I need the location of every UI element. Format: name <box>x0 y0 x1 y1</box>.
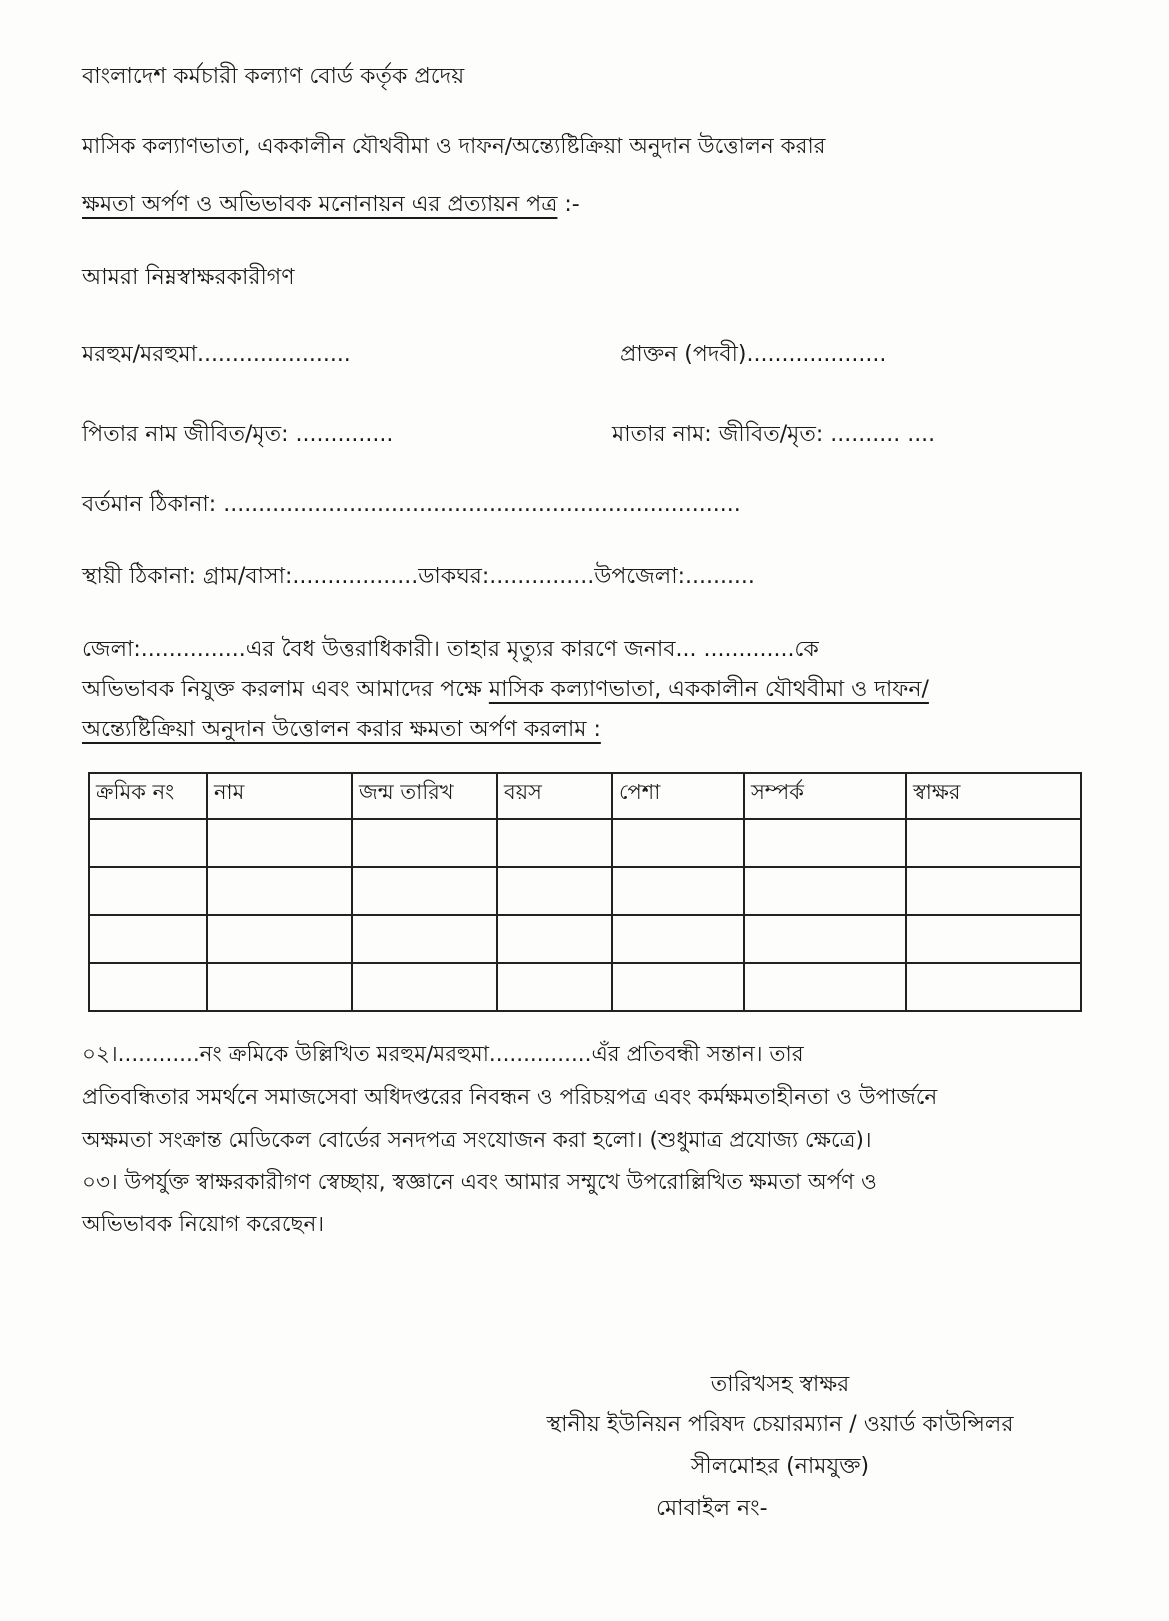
table-cell[interactable] <box>612 963 744 1011</box>
table-cell[interactable] <box>207 963 352 1011</box>
column-header-name: নাম <box>207 773 352 819</box>
table-row <box>89 867 1081 915</box>
table-cell[interactable] <box>89 915 207 963</box>
table-cell[interactable] <box>497 867 612 915</box>
guardian-paragraph-line-1 <box>82 675 929 705</box>
district-field[interactable]: জেলা:...............এর বৈধ উত্তরাধিকারী। তাহার মৃত্যুর কারণে জনাব... .............কে <box>82 637 819 662</box>
column-header-occupation: পেশা <box>612 773 744 819</box>
column-header-serial: ক্রমিক নং <box>89 773 207 819</box>
table-cell[interactable] <box>906 867 1081 915</box>
table-cell[interactable] <box>906 963 1081 1011</box>
table-cell[interactable] <box>497 915 612 963</box>
table-cell[interactable] <box>207 819 352 867</box>
table-row <box>89 963 1081 1011</box>
column-header-relation: সম্পর্ক <box>744 773 906 819</box>
table-cell[interactable] <box>89 819 207 867</box>
table-cell[interactable] <box>744 963 906 1011</box>
intro-text: আমরা নিম্নস্বাক্ষরকারীগণ <box>82 265 295 290</box>
column-header-birth-date: জন্ম তারিখ <box>352 773 497 819</box>
clause-02-line-1: ০২।............নং ক্রমিকে উল্লিখিত মরহুম/মরহুমা...............এঁর প্রতিবন্ধী সন্তান। তার <box>82 1042 804 1067</box>
clause-02-line-2: প্রতিবন্ধিতার সমর্থনে সমাজসেবা অধিদপ্তরের নিবন্ধন ও পরিচয়পত্র এবং কর্মক্ষমতাহীনতা ও উপার্জনে <box>82 1085 938 1110</box>
column-header-age: বয়স <box>497 773 612 819</box>
clause-03-line-2: অভিভাবক নিয়োগ করেছেন। <box>82 1212 325 1237</box>
table-cell[interactable] <box>352 867 497 915</box>
table-cell[interactable] <box>612 867 744 915</box>
guardian-paragraph-underlined-2: অন্ত্যেষ্টিক্রিয়া অনুদান উত্তোলন করার ক্ষমতা অর্পণ করলাম : <box>82 717 601 742</box>
heirs-table <box>88 772 1082 1012</box>
table-cell[interactable] <box>906 915 1081 963</box>
table-cell[interactable] <box>612 819 744 867</box>
table-cell[interactable] <box>497 963 612 1011</box>
mobile-number-label: মোবাইল নং- <box>656 1496 768 1521</box>
table-cell[interactable] <box>352 963 497 1011</box>
header-line-3-underlined: ক্ষমতা অর্পণ ও অভিভাবক মনোনায়ন এর প্রত্যায়ন পত্র <box>82 192 558 217</box>
column-header-signature: স্বাক্ষর <box>906 773 1081 819</box>
table-cell[interactable] <box>744 915 906 963</box>
table-cell[interactable] <box>207 915 352 963</box>
seal-with-name: সীলমোহর (নামযুক্ত) <box>690 1454 870 1479</box>
table-cell[interactable] <box>207 867 352 915</box>
guardian-paragraph-prefix: অভিভাবক নিযুক্ত করলাম এবং আমাদের পক্ষে <box>82 677 489 702</box>
table-row <box>89 915 1081 963</box>
table-cell[interactable] <box>906 819 1081 867</box>
deceased-field[interactable]: মরহুম/মরহুমা...................... <box>82 342 351 367</box>
table-cell[interactable] <box>352 819 497 867</box>
header-line-3-suffix: :- <box>557 192 580 217</box>
header-line-2: মাসিক কল্যাণভাতা, এককালীন যৌথবীমা ও দাফন/অন্ত্যেষ্টিক্রিয়া অনুদান উত্তোলন করার <box>82 134 826 159</box>
header-line-1: বাংলাদেশ কর্মচারী কল্যাণ বোর্ড কর্তৃক প্রদেয় <box>82 64 465 89</box>
table-row <box>89 819 1081 867</box>
table-cell[interactable] <box>89 963 207 1011</box>
father-name-field[interactable]: পিতার নাম জীবিত/মৃত: .............. <box>82 422 394 447</box>
table-cell[interactable] <box>89 867 207 915</box>
present-address-field[interactable]: বর্তমান ঠিকানা: .......................................................................... <box>82 492 741 517</box>
permanent-address-field[interactable]: স্থায়ী ঠিকানা: গ্রাম/বাসা:..................ডাকঘর:...............উপজেলা:.......... <box>82 564 755 589</box>
guardian-paragraph-underlined-1: মাসিক কল্যাণভাতা, এককালীন যৌথবীমা ও দাফন/ <box>488 677 929 702</box>
former-designation-field[interactable]: প্রাক্তন (পদবী).................... <box>620 342 887 367</box>
table-cell[interactable] <box>612 915 744 963</box>
table-cell[interactable] <box>497 819 612 867</box>
guardian-paragraph-line-2 <box>82 715 601 745</box>
table-cell[interactable] <box>744 819 906 867</box>
table-cell[interactable] <box>352 915 497 963</box>
table-cell[interactable] <box>744 867 906 915</box>
clause-03-line-1: ০৩। উপর্যুক্ত স্বাক্ষরকারীগণ স্বেচ্ছায়, স্বজ্ঞানে এবং আমার সম্মুখে উপরোল্লিখিত ক্ষমতা অর্পণ ও <box>82 1170 877 1195</box>
signatory-title: স্থানীয় ইউনিয়ন পরিষদ চেয়ারম্যান / ওয়ার্ড কাউন্সিলর <box>546 1412 1014 1437</box>
mother-name-field[interactable]: মাতার নাম: জীবিত/মৃত: .......... .... <box>612 422 936 447</box>
table-header-row <box>89 773 1081 819</box>
signature-with-date: তারিখসহ স্বাক্ষর <box>710 1372 850 1397</box>
header-line-3 <box>82 190 580 220</box>
clause-02-line-3: অক্ষমতা সংক্রান্ত মেডিকেল বোর্ডের সনদপত্র সংযোজন করা হলো। (শুধুমাত্র প্রযোজ্য ক্ষেত্রে)। <box>82 1128 872 1153</box>
